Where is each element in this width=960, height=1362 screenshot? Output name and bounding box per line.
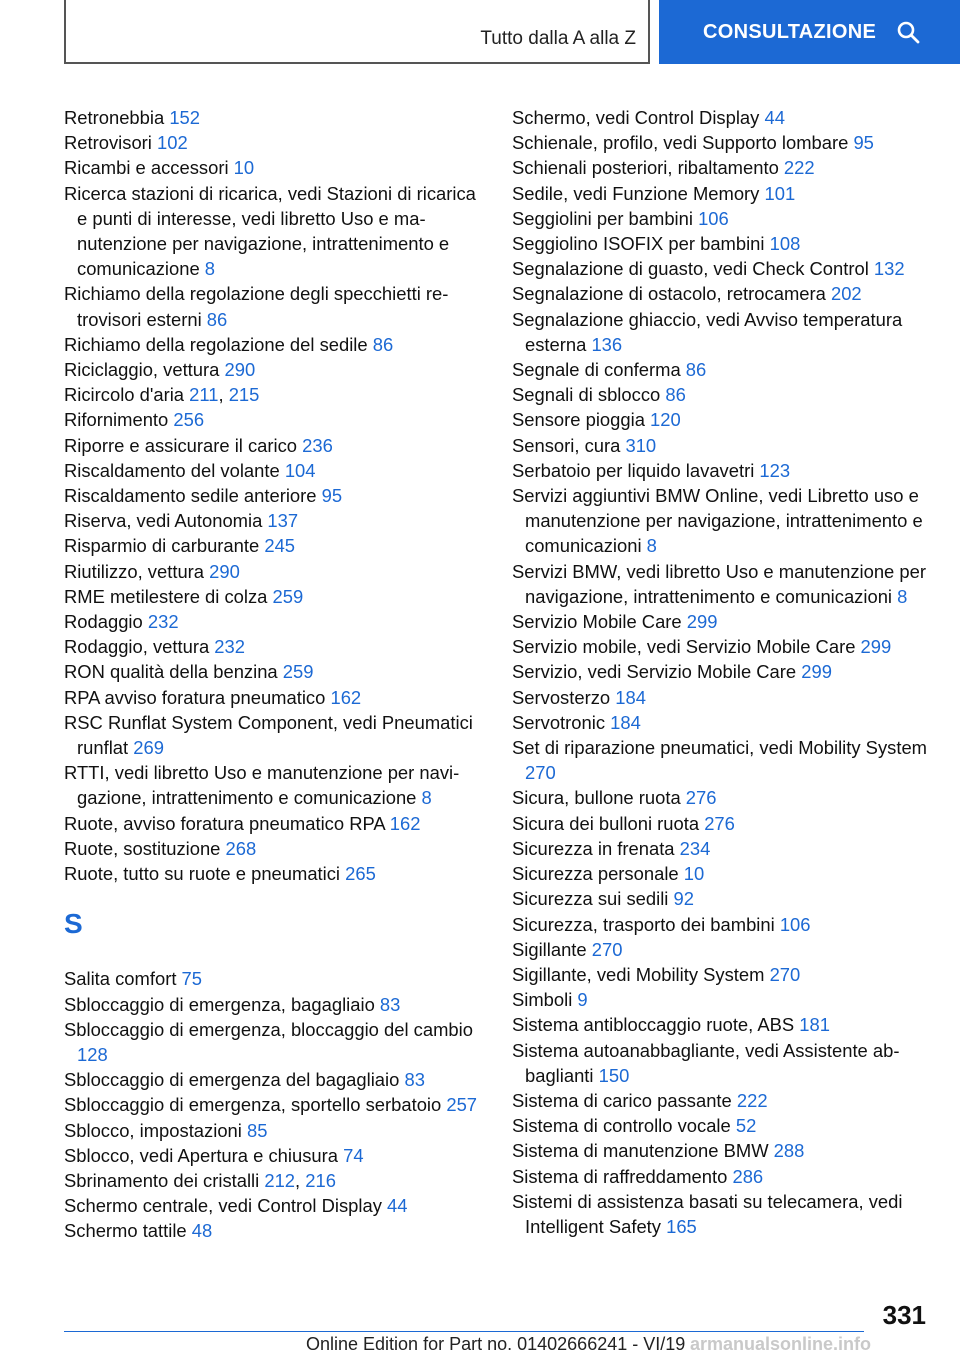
page-link[interactable]: 74 [343,1144,364,1166]
entry-text: Segnali di sblocco [512,384,666,406]
index-entry [64,281,484,331]
entry-text: Retronebbia [64,107,170,128]
entry-text: Richiamo della regolazione degli specchietti retrovisori esterni [64,283,449,330]
entry-text: Risparmio di carburante [64,535,265,557]
page-link[interactable]: 270 [769,963,801,985]
entry-text: Servotronic [512,711,611,733]
page-link[interactable]: 222 [783,157,815,179]
page-link[interactable]: 86 [372,333,394,355]
page-link[interactable]: 137 [267,510,299,532]
entry-text: Sicura dei bulloni ruota [512,812,705,834]
section-letter: S [64,908,83,940]
page-link[interactable]: 232 [214,636,245,658]
index-entry [512,1012,932,1037]
index-entry [64,1218,484,1243]
page-link[interactable]: 299 [686,611,718,633]
entry-text: RON qualità della benzina [64,661,283,683]
header-section-box [64,0,650,64]
page-link[interactable]: 236 [302,434,333,456]
entry-text: Sedile, vedi Funzione Memory [512,182,765,204]
index-entry [512,256,932,281]
page-link[interactable]: 75 [181,968,203,990]
page-link[interactable]: 299 [801,661,832,683]
page-link[interactable]: 106 [779,913,811,935]
index-entry [512,130,932,155]
page-link[interactable]: 152 [169,107,200,128]
page-link[interactable]: 202 [830,283,862,305]
page-link[interactable]: 222 [736,1089,768,1111]
entry-text: Sistema autoanabbagliante, vedi Assistente abbaglianti [512,1039,900,1086]
page-link[interactable]: 256 [173,409,205,431]
entry-text: Riscaldamento del volante [64,459,285,481]
entry-text: Servizi BMW, vedi libretto Uso e manutenzione per navigazione, intrattenimento e comunicazioni [512,560,926,607]
entry-text: Sigillante, vedi Mobility System [512,963,770,985]
index-entry [512,231,932,256]
entry-text: RTTI, vedi libretto Uso e manutenzione per navigazione, intrattenimento e comunicazione [64,762,460,809]
index-entry [64,634,484,659]
index-entry [64,811,484,836]
page-link[interactable]: 288 [773,1140,805,1162]
page-link[interactable]: 132 [873,258,905,280]
page-link[interactable]: 108 [769,233,801,255]
entry-text: Ricambi e accessori [64,157,234,179]
index-entry [512,937,932,962]
entry-text: Schermo tattile [64,1220,192,1242]
entry-text: Riciclaggio, vettura [64,359,225,381]
page-link[interactable]: 286 [732,1165,764,1187]
index-entry [64,710,484,760]
index-entry [64,483,484,508]
entry-text: Segnalazione di ostacolo, retrocamera [512,283,831,305]
entry-text: RSC Runflat System Component, vedi Pneumatici runflat [64,711,473,759]
entry-text: Schermo, vedi Control Display [512,107,765,128]
entry-text: Rodaggio, vettura [64,636,215,658]
entry-text: Sicurezza, trasporto dei bambini [512,913,780,935]
entry-text: Servizio Mobile Care [512,611,687,633]
page-link[interactable]: 232 [147,611,179,633]
index-entry [512,155,932,180]
index-entry [512,1164,932,1189]
page-link[interactable]: 234 [679,837,711,859]
page-link[interactable]: 102 [157,132,188,154]
entry-text: Riserva, vedi Autonomia [64,510,268,532]
entry-text: Riporre e assicurare il carico [64,434,303,456]
entry-text: RME metilestere di colza [64,585,273,607]
index-entry [64,966,484,991]
page-link[interactable]: 212 [264,1169,296,1191]
index-entry [512,609,932,634]
entry-text: Sbloccaggio di emergenza, bloccaggio del cambio [64,1018,473,1040]
index-entry [64,458,484,483]
page-link[interactable]: 269 [133,737,164,759]
page-link[interactable]: 120 [650,409,681,431]
page-link[interactable]: 86 [665,384,686,406]
entry-text: Sensori, cura [512,434,626,456]
page-link[interactable]: 83 [379,993,401,1015]
entry-text: Ricerca stazioni di ricarica, vedi Stazioni di ricarica e punti di interesse, vedi libretto Uso e manutenzione per navigazione, intrattenimento e comunicazione [64,182,476,280]
page-link[interactable]: 95 [321,485,343,507]
page-link[interactable]: 270 [591,938,623,960]
index-entry [64,105,484,130]
page-link[interactable]: 268 [225,837,257,859]
chapter-label: CONSULTAZIONE [703,20,877,43]
index-entry [64,155,484,180]
page-link[interactable]: 211 [189,384,219,406]
entry-text: Sicura, bullone ruota [512,787,686,809]
index-entry [512,710,932,735]
entry-text: Retrovisori [64,132,157,154]
index-entry [64,836,484,861]
entry-text: Sbloccaggio di emergenza, sportello serbatoio [64,1094,447,1116]
footer-text: Online Edition for Part no. 01402666241 - VI/19 [306,1334,686,1354]
index-entry [512,634,932,659]
entry-text: Servizio, vedi Servizio Mobile Care [512,661,802,683]
entry-text: Sistema di carico passante [512,1089,737,1111]
index-entry [512,1113,932,1138]
page-link[interactable]: 184 [615,686,646,708]
entry-text: Serbatoio per liquido lavavetri [512,459,760,481]
page-link[interactable]: 181 [799,1014,830,1036]
index-entry [512,559,932,609]
page-link[interactable]: 165 [666,1215,697,1237]
consultazione-button[interactable] [659,0,960,64]
index-entry [512,836,932,861]
entry-text: Schienali posteriori, ribaltamento [512,157,784,179]
index-entry [64,332,484,357]
footer-rule [64,1331,864,1332]
page-link[interactable]: 85 [246,1119,268,1141]
entry-text: Richiamo della regolazione del sedile [64,333,373,355]
index-entry [64,433,484,458]
entry-text: Sicurezza personale [512,863,684,885]
page-link[interactable]: 8 [421,787,432,809]
index-entry [512,811,932,836]
page-link[interactable]: 123 [759,459,791,481]
index-entry [512,1138,932,1163]
entry-text: Riscaldamento sedile anteriore [64,485,322,507]
page-link[interactable]: 10 [683,863,705,885]
index-entry [64,685,484,710]
page-link[interactable]: 10 [233,157,255,179]
index-entry [64,584,484,609]
page-link[interactable]: 86 [206,308,228,330]
index-entry [512,281,932,306]
entry-text: Riutilizzo, vettura [64,560,210,582]
index-entry [64,992,484,1017]
page-link[interactable]: 92 [673,888,694,910]
index-entry [64,1092,484,1117]
search-icon [896,20,920,44]
page-link[interactable]: 290 [224,359,256,381]
entry-text: Salita comfort [64,968,182,990]
page-link[interactable]: 276 [685,787,717,809]
entry-text: Ricircolo d'aria [64,384,190,406]
watermark: armanualsonline.info [690,1334,872,1354]
index-entry [64,1017,484,1067]
index-entry [512,912,932,937]
page-link[interactable]: 265 [345,863,376,885]
entry-text: Segnalazione ghiaccio, vedi Avviso temperatura esterna [512,308,903,355]
page-link[interactable]: 106 [698,207,729,229]
index-entry: Sbrinamento dei cristalli 212, 216 [64,1169,336,1191]
page-link[interactable]: 104 [284,459,316,481]
entry-text: Set di riparazione pneumatici, vedi Mobility System [512,737,927,759]
index-entry [64,1118,484,1143]
page-link[interactable]: 8 [646,535,657,557]
page-link[interactable]: 162 [389,812,421,834]
index-column-left [64,105,484,1244]
entry-text: Ruote, sostituzione [64,837,226,859]
entry-text: Ruote, avviso foratura pneumatico RPA [64,812,390,834]
index-entry [512,1189,932,1239]
page-link[interactable]: 44 [387,1195,408,1217]
entry-text: RPA avviso foratura pneumatico [64,686,331,708]
index-entry [64,1143,484,1168]
index-entry [512,861,932,886]
entry-text: Seggiolino ISOFIX per bambini [512,233,770,255]
index-entry [64,533,484,558]
page-link[interactable]: 215 [228,384,260,406]
index-entry [64,1067,484,1092]
page-link[interactable]: 8 [897,585,908,607]
index-entry [64,181,484,282]
entry-text: Sensore pioggia [512,409,651,431]
index-entry [64,760,484,810]
entry-text: Servosterzo [512,686,616,708]
entry-text: Segnalazione di guasto, vedi Check Control [512,258,874,280]
page-link[interactable]: 184 [610,711,641,733]
page-link[interactable]: 299 [860,636,892,658]
entry-text: Sbloccaggio di emergenza, bagagliaio [64,993,380,1015]
entry-text: Sistema antibloccaggio ruote, ABS [512,1014,800,1036]
index-entry [64,508,484,533]
index-entry [512,962,932,987]
entry-text: Sistemi di assistenza basati su telecamera, vedi Intelligent Safety [512,1190,903,1237]
index-entry [512,785,932,810]
page-link[interactable]: 259 [282,661,314,683]
index-entry: Ricircolo d'aria 211, 215 [64,384,260,406]
page-link[interactable]: 216 [305,1169,336,1191]
index-entry [512,483,932,559]
index-entry [512,307,932,357]
entry-text: Sistema di raffreddamento [512,1165,733,1187]
index-entry [512,1038,932,1088]
page-link[interactable]: 128 [77,1043,108,1065]
entry-text: Sicurezza in frenata [512,837,680,859]
page-link[interactable]: 95 [853,132,874,154]
page-link[interactable]: 270 [525,762,556,784]
entry-text: Servizi aggiuntivi BMW Online, vedi Libretto uso e manutenzione per navigazione, intrattenimento e comunicazioni [512,485,923,557]
index-entry [512,1088,932,1113]
index-entry [512,685,932,710]
entry-text: Sigillante [512,938,592,960]
entry-text: Sbrinamento dei cristalli [64,1169,265,1191]
index-entry [512,382,932,407]
page-link[interactable]: 52 [735,1115,757,1137]
page-link[interactable]: 290 [209,560,240,582]
index-entry [64,357,484,382]
index-entry [512,735,932,785]
index-entry [64,861,484,886]
index-entry [64,407,484,432]
index-entry [512,886,932,911]
page-link[interactable]: 276 [704,812,735,834]
index-entry [512,659,932,684]
entry-text: Sblocco, vedi Apertura e chiusura [64,1144,344,1166]
entry-text: Sblocco, impostazioni [64,1119,247,1141]
index-entry [512,407,932,432]
entry-text: Sistema di controllo vocale [512,1115,736,1137]
page-link[interactable]: 257 [446,1094,478,1116]
page-link[interactable]: 310 [625,434,657,456]
index-entry [64,1193,484,1218]
index-entry [512,458,932,483]
page-link[interactable]: 259 [272,585,304,607]
index-entry [64,609,484,634]
index-entry [512,357,932,382]
page-link[interactable]: 48 [191,1220,213,1242]
page-link[interactable]: 245 [264,535,296,557]
entry-text: Rodaggio [64,611,148,633]
page-link[interactable]: 83 [404,1069,425,1091]
index-column-right [512,105,932,1239]
page-link[interactable]: 9 [577,989,588,1011]
page-link[interactable]: 150 [598,1064,630,1086]
entry-text: Seggiolini per bambini [512,207,699,229]
entry-text: Sistema di manutenzione BMW [512,1140,774,1162]
page-link[interactable]: 162 [330,686,362,708]
page-link[interactable]: 44 [764,107,785,128]
entry-text: Servizio mobile, vedi Servizio Mobile Care [512,636,861,658]
page-link[interactable]: 101 [764,182,796,204]
entry-text: Segnale di conferma [512,359,686,381]
entry-text: Schienale, profilo, vedi Supporto lombare [512,132,854,154]
entry-text: Rifornimento [64,409,174,431]
page-number: 331 [882,1300,926,1330]
entry-text: Sicurezza sui sedili [512,888,674,910]
page-link[interactable]: 8 [204,258,216,280]
entry-text: Simboli [512,989,578,1011]
entry-text: Schermo centrale, vedi Control Display [64,1195,387,1217]
index-entry [512,206,932,231]
entry-text: Sbloccaggio di emergenza del bagagliaio [64,1069,405,1091]
section-title: Tutto dalla A alla Z [480,28,636,49]
entry-text: Ruote, tutto su ruote e pneumatici [64,863,346,885]
index-entry [512,181,932,206]
page-link[interactable]: 136 [591,333,623,355]
page-link[interactable]: 86 [685,359,707,381]
index-entry [512,105,932,130]
index-entry [64,130,484,155]
index-entry [512,433,932,458]
index-entry [512,987,932,1012]
index-entry [64,659,484,684]
index-entry [64,559,484,584]
